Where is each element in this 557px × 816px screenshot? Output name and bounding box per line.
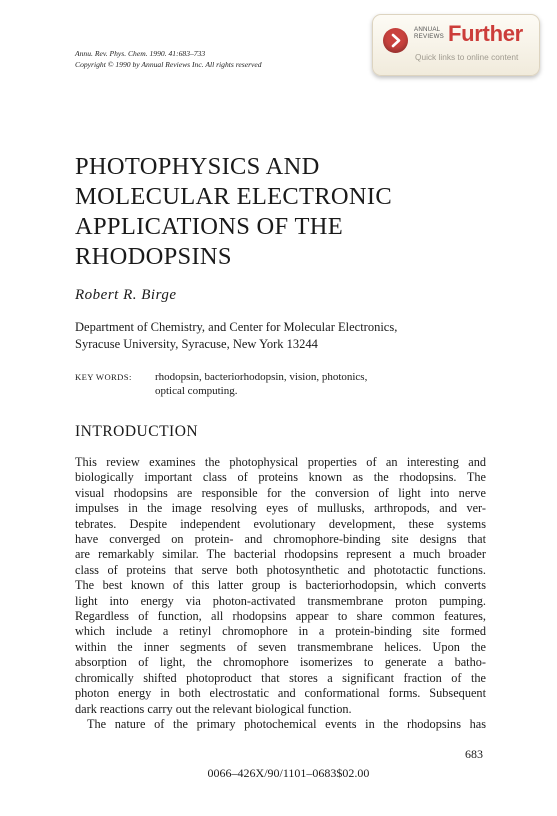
body-text <box>75 455 486 732</box>
article-title <box>75 152 495 272</box>
footer-code <box>0 766 557 781</box>
further-label: Further <box>448 21 523 46</box>
keywords-line-1: rhodopsin, bacteriorhodopsin, vision, photonics, <box>155 371 368 383</box>
body-line: Regardless of function, all rhodopsins appear to share common features, <box>75 609 486 624</box>
keywords-line-2: optical computing. <box>155 385 238 397</box>
body-line: within the inner segments of seven transmembrane helices. Upon the <box>75 639 486 654</box>
body-line: are remarkably similar. The bacterial rhodopsins represent a much broader <box>75 547 486 562</box>
title-line: PHOTOPHYSICS AND <box>75 153 320 180</box>
affiliation-line-2: Syracuse University, Syracuse, New York 13244 <box>75 337 318 351</box>
body-line: This review examines the photophysical properties of an interesting and <box>75 455 486 469</box>
title-line: RHODOPSINS <box>75 243 232 270</box>
body-line: class of proteins that serve both photosynthetic and phototactic functions. <box>75 562 486 577</box>
body-line: have converged on protein- and chromophore-binding site designs that <box>75 532 486 547</box>
body-line: chromically shifted photoproduct that stores a significant fraction of the <box>75 670 486 685</box>
body-line: The nature of the primary photochemical events in the rhodopsins has <box>87 716 486 731</box>
body-line: light into energy via photon-activated transmembrane proton pumping. <box>75 593 486 608</box>
affiliation-line-1: Department of Chemistry, and Center for Molecular Electronics, <box>75 320 398 334</box>
body-line: tebrates. Despite independent evolutionary development, these systems <box>75 516 486 531</box>
body-line: The best known of this latter group is bacteriorhodopsin, which converts <box>75 578 486 593</box>
further-links-badge[interactable] <box>372 14 540 76</box>
citation-line-1: Annu. Rev. Phys. Chem. 1990. 41:683–733 <box>75 49 206 58</box>
section-heading: INTRODUCTION <box>75 423 199 440</box>
body-line: which include a retinyl chromophore in a protein-binding site formed <box>75 624 486 639</box>
body-line: photon energy in both electrostatic and conformational forms. Subsequent <box>75 686 486 701</box>
body-line: dark reactions carry out the relevant biological function. <box>75 701 352 716</box>
badge-tagline: Quick links to online content <box>415 52 519 62</box>
title-line: APPLICATIONS OF THE <box>75 213 343 240</box>
keywords-list <box>155 370 445 398</box>
body-line: visual rhodopsins are responsible for the conversion of light into nerve <box>75 485 486 500</box>
citation-line-2: Copyright © 1990 by Annual Reviews Inc. All rights reserved <box>75 60 262 69</box>
footer-code-text: 0066–426X/90/1101–0683$02.00 <box>207 766 370 780</box>
page-number: 683 <box>465 747 483 761</box>
chevron-right-icon <box>383 28 408 53</box>
body-line: impulses in the image resolving eyes of mullusks, arthropods, and ver- <box>75 501 486 516</box>
author-affiliation <box>75 319 397 353</box>
journal-citation <box>75 48 262 70</box>
body-line: biologically important class of proteins known as the rhodopsins. The <box>75 470 486 485</box>
keywords-label: KEY WORDS: <box>75 372 132 382</box>
title-line: MOLECULAR ELECTRONIC <box>75 183 392 210</box>
annual-reviews-label: ANNUAL REVIEWS <box>414 26 444 40</box>
author-name: Robert R. Birge <box>75 287 177 303</box>
body-line: absorption of light, the chromophore isomerizes to generate a batho- <box>75 655 486 670</box>
